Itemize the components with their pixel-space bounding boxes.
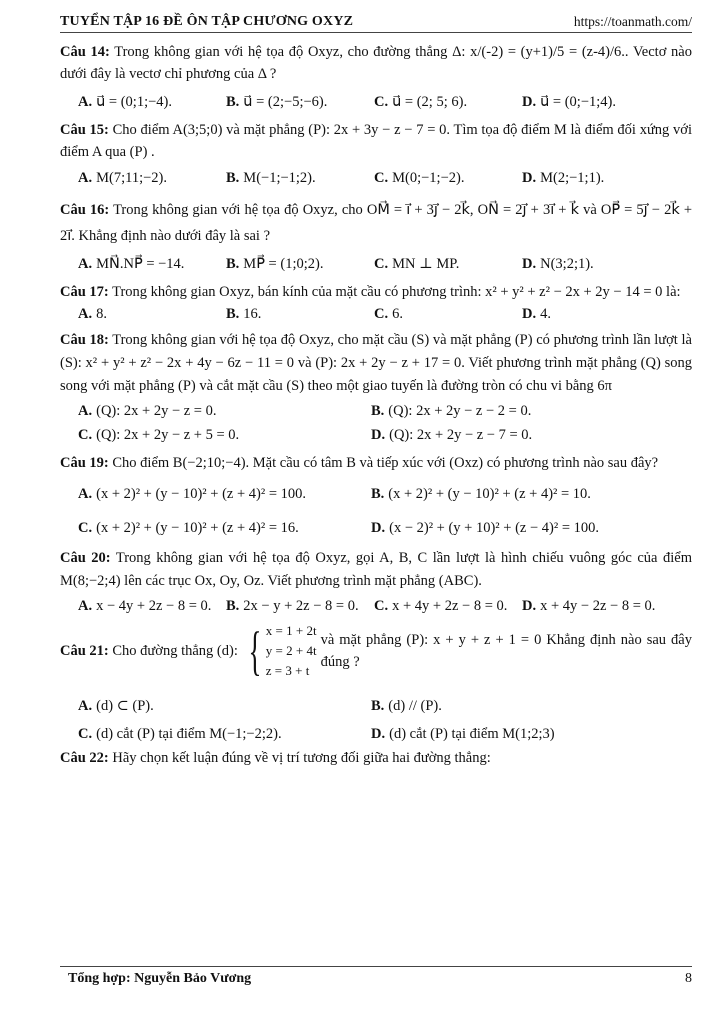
option-c: C. 6. bbox=[374, 306, 403, 322]
question-text: Trong không gian với hệ tọa độ Oxyz, cho mặt cầu (S) và mặt phẳng (P) có phương trình lần lượt là (S): x² + y² + z² − 2x + 4y − 6z − 11 = 0 và (P): 2x + 2y − z + 17 = 0. Viết phương trình mặt phẳng (Q) song song với mặt phẳng (P) và cắt mặt cầu (S) theo một giao tuyến là đường tròn có chu vi bằng 6π bbox=[60, 332, 692, 394]
question-number: Câu 21: bbox=[60, 643, 109, 659]
question-number: Câu 20: bbox=[60, 550, 111, 566]
options-row bbox=[60, 695, 692, 717]
options-row bbox=[60, 481, 692, 507]
option-d: D. (x − 2)² + (y + 10)² + (z − 4)² = 100. bbox=[371, 520, 599, 536]
question-text: Trong không gian với hệ tọa độ Oxyz, cho đường thẳng Δ: x/(-2) = (y+1)/5 = (z-4)/6.. Vectơ nào dưới đây là vectơ chỉ phương của Δ ? bbox=[60, 44, 692, 82]
question-number: Câu 22: bbox=[60, 750, 109, 766]
options-row bbox=[60, 515, 692, 541]
options-row bbox=[60, 723, 692, 745]
option-c: C. M(0;−1;−2). bbox=[374, 170, 465, 186]
question-22 bbox=[60, 747, 692, 769]
option-a: A. u⃗ = (0;1;−4). bbox=[78, 94, 172, 110]
options-row bbox=[60, 424, 692, 446]
options-row bbox=[60, 253, 692, 275]
equation-line: x = 1 + 2t bbox=[265, 623, 317, 638]
option-c: C. MN ⊥ MP. bbox=[374, 256, 460, 272]
option-d: D. x + 4y − 2z − 8 = 0. bbox=[522, 598, 656, 614]
question-number: Câu 16: bbox=[60, 202, 110, 218]
option-b: B. 16. bbox=[226, 306, 262, 322]
option-b: B. u⃗ = (2;−5;−6). bbox=[226, 94, 328, 110]
options-row bbox=[60, 91, 692, 113]
option-d: D. M(2;−1;1). bbox=[522, 170, 605, 186]
option-b: B. 2x − y + 2z − 8 = 0. bbox=[226, 598, 359, 614]
option-c: C. x + 4y + 2z − 8 = 0. bbox=[374, 598, 508, 614]
page-header bbox=[60, 10, 692, 33]
question-number: Câu 17: bbox=[60, 284, 109, 300]
question-text: Cho điểm B(−2;10;−4). Mặt cầu có tâm B và tiếp xúc với (Oxz) có phương trình nào sau đây? bbox=[112, 455, 659, 471]
equation-line: y = 2 + 4t bbox=[265, 643, 317, 658]
option-d: D. N(3;2;1). bbox=[522, 256, 594, 272]
option-d: D. u⃗ = (0;−1;4). bbox=[522, 94, 616, 110]
question-text: Trong không gian Oxyz, bán kính của mặt cầu có phương trình: x² + y² + z² − 2x + 2y − 14 = 0 là: bbox=[112, 284, 681, 300]
option-a: A. (d) ⊂ (P). bbox=[78, 698, 154, 714]
option-a: A. 8. bbox=[78, 306, 107, 322]
question-14 bbox=[60, 41, 692, 113]
option-c: C. (Q): 2x + 2y − z + 5 = 0. bbox=[78, 427, 240, 443]
option-c: C. (x + 2)² + (y − 10)² + (z + 4)² = 16. bbox=[78, 520, 299, 536]
question-post-text: và mặt phẳng (P): x + y + z + 1 = 0 Khẳng định nào sau đây đúng ? bbox=[320, 632, 692, 670]
option-d: D. 4. bbox=[522, 306, 551, 322]
option-b: B. (x + 2)² + (y − 10)² + (z + 4)² = 10. bbox=[371, 486, 591, 502]
options-row bbox=[60, 167, 692, 189]
option-b: B. (Q): 2x + 2y − z − 2 = 0. bbox=[371, 403, 532, 419]
option-c: C. u⃗ = (2; 5; 6). bbox=[374, 94, 468, 110]
question-pre-text: Cho đường thẳng (d): bbox=[112, 643, 238, 659]
question-16 bbox=[60, 197, 692, 275]
document-page bbox=[60, 10, 692, 769]
option-d: D. (Q): 2x + 2y − z − 7 = 0. bbox=[371, 427, 533, 443]
option-b: B. M(−1;−1;2). bbox=[226, 170, 316, 186]
question-number: Câu 19: bbox=[60, 455, 109, 471]
option-b: B. (d) // (P). bbox=[371, 698, 442, 714]
option-a: A. (x + 2)² + (y − 10)² + (z + 4)² = 100. bbox=[78, 486, 306, 502]
question-15 bbox=[60, 119, 692, 189]
footer-author: Tổng hợp: Nguyễn Bảo Vương bbox=[68, 971, 252, 986]
question-text: Trong không gian với hệ tọa độ Oxyz, gọi A, B, C lần lượt là hình chiếu vuông góc của điểm M(8;−2;4) lên các trục Ox, Oy, Oz. Viết phương trình mặt phẳng (ABC). bbox=[60, 550, 692, 589]
option-a: A. MN⃗.NP⃗ = −14. bbox=[78, 256, 185, 272]
options-row bbox=[60, 303, 692, 325]
page-footer bbox=[60, 966, 692, 987]
question-number: Câu 14: bbox=[60, 44, 110, 60]
question-number: Câu 15: bbox=[60, 122, 109, 138]
option-a: A. (Q): 2x + 2y − z = 0. bbox=[78, 403, 217, 419]
option-c: C. (d) cắt (P) tại điểm M(−1;−2;2). bbox=[78, 726, 282, 742]
question-17 bbox=[60, 281, 692, 325]
question-text: Cho điểm A(3;5;0) và mặt phẳng (P): 2x + 3y − z − 7 = 0. Tìm tọa độ điểm M là điểm đối xứng với điểm A qua (P) . bbox=[60, 122, 693, 160]
option-a: A. M(7;11;−2). bbox=[78, 170, 167, 186]
header-url[interactable]: https://toanmath.com/ bbox=[573, 14, 692, 29]
question-number: Câu 18: bbox=[60, 332, 109, 348]
header-title: TUYỂN TẬP 16 ĐỀ ÔN TẬP CHƯƠNG OXYZ bbox=[60, 14, 354, 29]
option-b: B. MP⃗ = (1;0;2). bbox=[226, 256, 324, 272]
options-row bbox=[60, 400, 692, 422]
question-20 bbox=[60, 547, 692, 617]
option-a: A. x − 4y + 2z − 8 = 0. bbox=[78, 598, 212, 614]
question-19 bbox=[60, 452, 692, 541]
page-number: 8 bbox=[685, 971, 692, 986]
equation-system: { x = 1 + 2t y = 2 + 4t z = 3 + t bbox=[248, 621, 317, 681]
question-text: Hãy chọn kết luận đúng về vị trí tương đối giữa hai đường thẳng: bbox=[112, 750, 491, 766]
equation-line: z = 3 + t bbox=[265, 663, 310, 678]
options-row bbox=[60, 595, 692, 617]
question-21 bbox=[60, 621, 692, 745]
question-text: Trong không gian với hệ tọa độ Oxyz, cho OM⃗ = i⃗ + 3j⃗ − 2k⃗, ON⃗ = 2j⃗ + 3i⃗ + k⃗ và OP⃗ = 5j⃗ − 2k⃗ + 2i⃗. Khẳng định nào dưới đây là sai ? bbox=[60, 202, 692, 244]
question-18 bbox=[60, 329, 692, 446]
option-d: D. (d) cắt (P) tại điểm M(1;2;3) bbox=[371, 726, 555, 742]
